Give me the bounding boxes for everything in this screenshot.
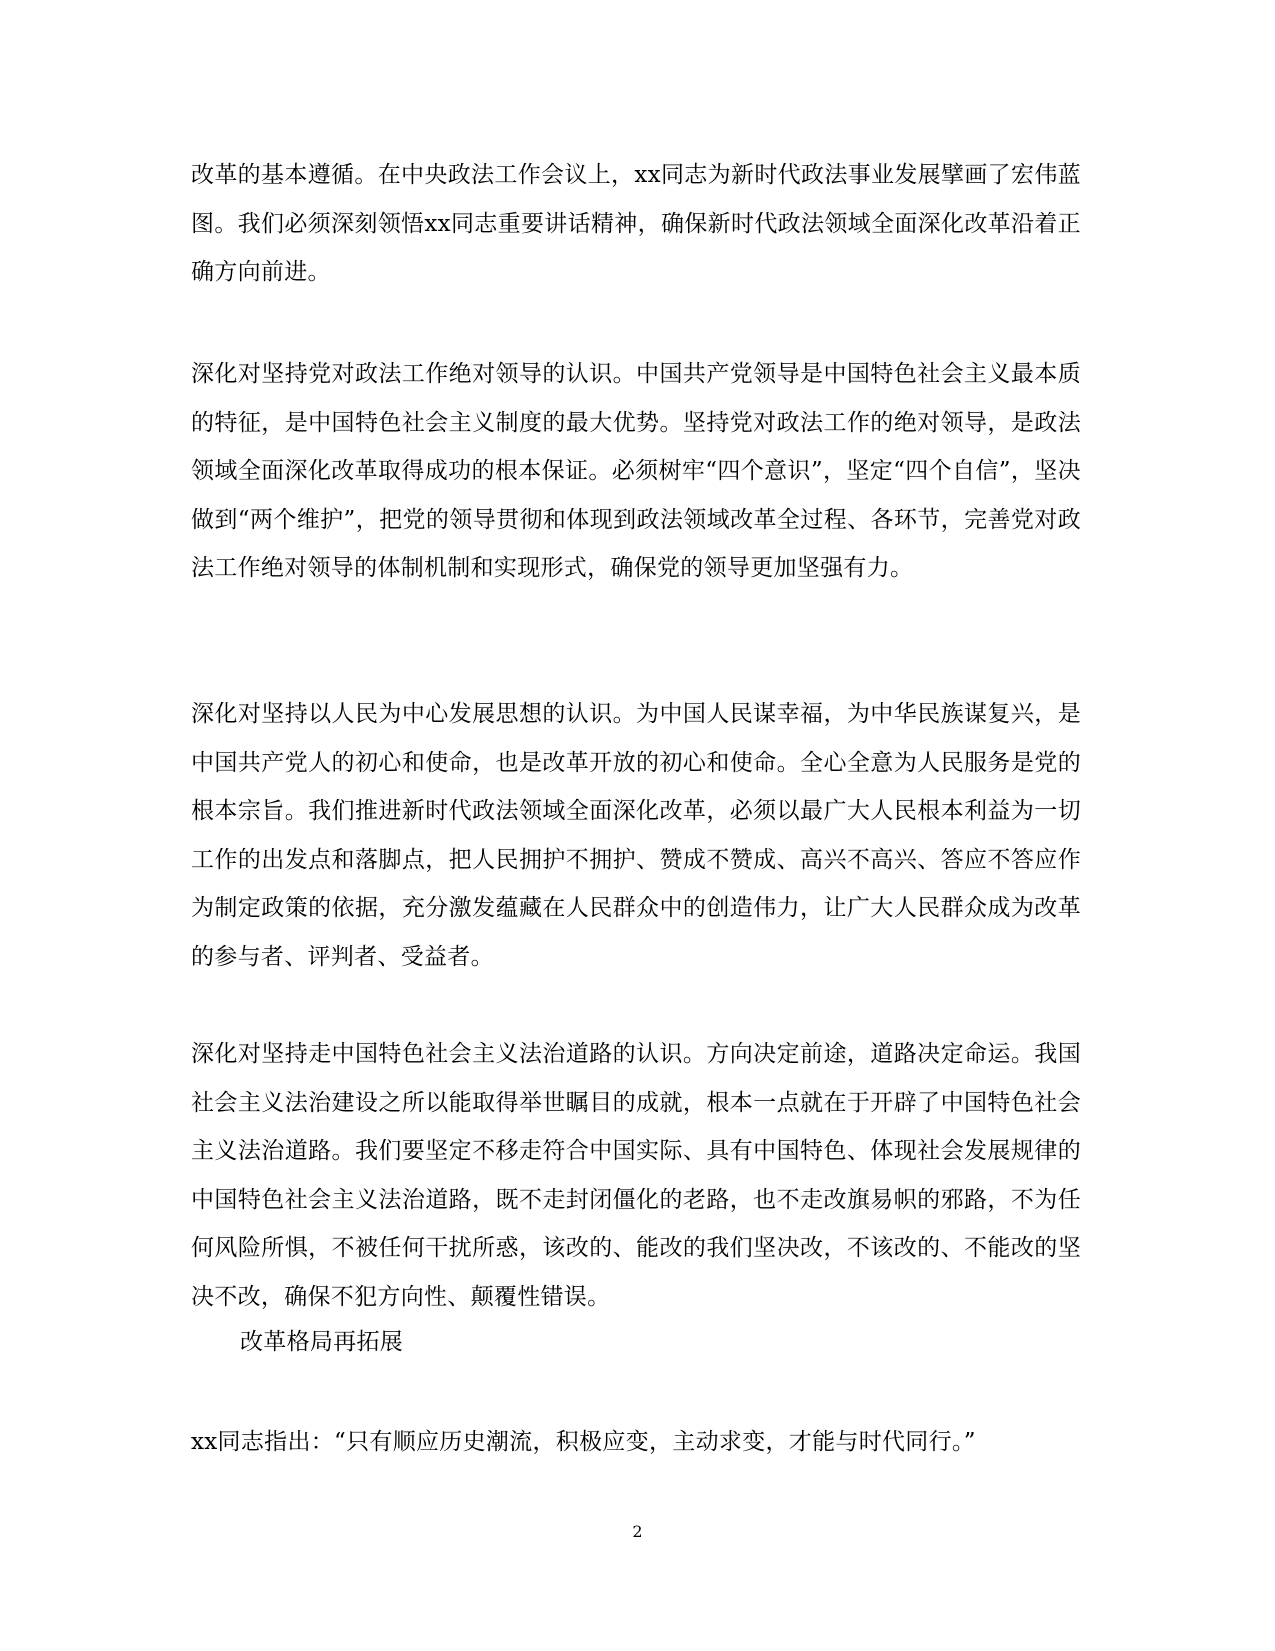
paragraph-2: 深化对坚持党对政法工作绝对领导的认识。中国共产党领导是中国特色社会主义最本质的特征，是中国特色社会主义制度的最大优势。坚持党对政法工作的绝对领导，是政法领域全面深化改革取得成功的根本保证。必须树牢“四个意识”，坚定“四个自信”，坚决做到“两个维护”，把党的领导贯彻和体现到政法领域改革全过程、各环节，完善党对政法工作绝对领导的体制机制和实现形式，确保党的领导更加坚强有力。 bbox=[191, 361, 1081, 581]
paragraph-5: xx同志指出：“只有顺应历史潮流，积极应变，主动求变，才能与时代同行。” bbox=[191, 1429, 976, 1455]
paragraph-3: 深化对坚持以人民为中心发展思想的认识。为中国人民谋幸福，为中华民族谋复兴，是中国共产党人的初心和使命，也是改革开放的初心和使命。全心全意为人民服务是党的根本宗旨。我们推进新时代政法领域全面深化改革，必须以最广大人民根本利益为一切工作的出发点和落脚点，把人民拥护不拥护、赞成不赞成、高兴不高兴、答应不答应作为制定政策的依据，充分激发蕴藏在人民群众中的创造伟力，让广大人民群众成为改革的参与者、评判者、受益者。 bbox=[191, 701, 1081, 970]
page-number: 2 bbox=[632, 1522, 643, 1541]
paragraph-1: 改革的基本遵循。在中央政法工作会议上，xx同志为新时代政法事业发展擘画了宏伟蓝图。我们必须深刻领悟xx同志重要讲话精神，确保新时代政法领域全面深化改革沿着正确方向前进。 bbox=[191, 162, 1081, 285]
section-heading: 改革格局再拓展 bbox=[240, 1329, 404, 1355]
paragraph-4: 深化对坚持走中国特色社会主义法治道路的认识。方向决定前途，道路决定命运。我国社会主义法治建设之所以能取得举世瞩目的成就，根本一点就在于开辟了中国特色社会主义法治道路。我们要坚定不移走符合中国实际、具有中国特色、体现社会发展规律的中国特色社会主义法治道路，既不走封闭僵化的老路，也不走改旗易帜的邪路，不为任何风险所惧，不被任何干扰所惑，该改的、能改的我们坚决改，不该改的、不能改的坚决不改，确保不犯方向性、颠覆性错误。 bbox=[191, 1041, 1081, 1310]
